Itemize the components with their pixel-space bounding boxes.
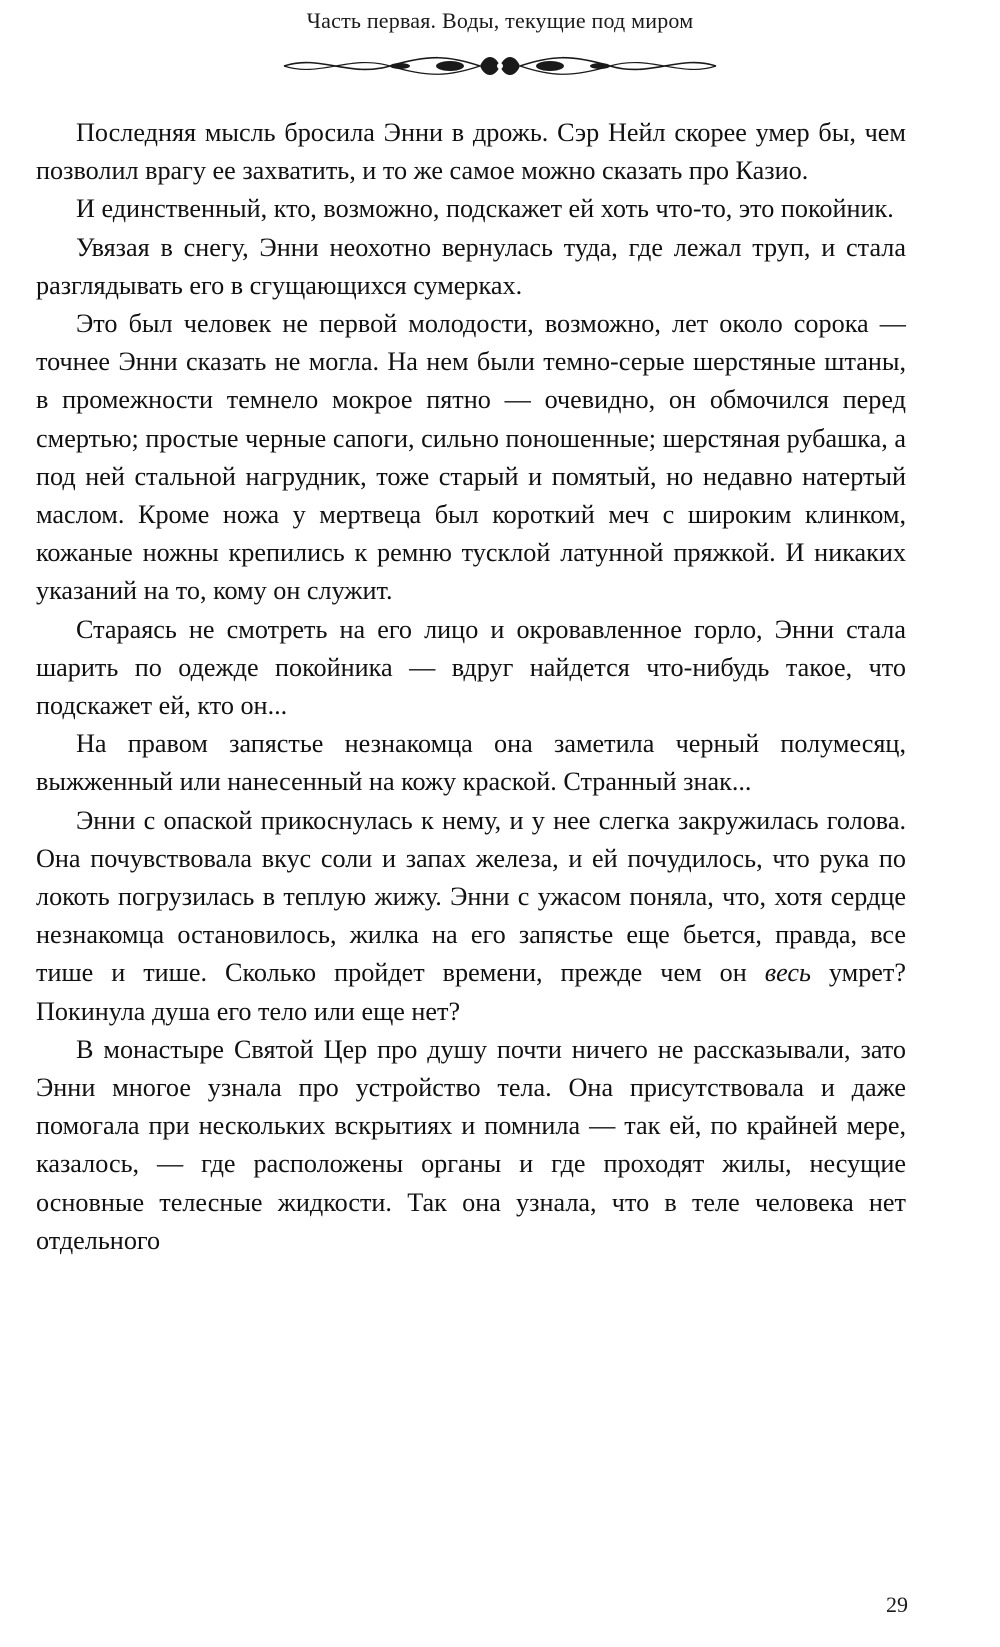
paragraph [36,802,906,1031]
page-number: 29 [886,1592,908,1617]
paragraph-text: умрет? Покинула душа его тело или еще нет? [36,958,906,1026]
body-text [36,114,906,1260]
paragraph: В монастыре Святой Цер про душу почти ничего не рассказывали, зато Энни многое узнала про устройство тела. Она присутствовала и даже помогала при нескольких вскрытиях и помнила — так ей, по крайней мере, казалось, — где расположены органы и где проходят жилы, несущие основные телесные жидкости. Так она узнала, что в теле человека нет отдельного [36,1034,906,1255]
paragraph: Стараясь не смотреть на его лицо и окровавленное горло, Энни стала шарить по одежде покойника — вдруг найдется что-нибудь такое, что подскажет ей, кто он... [36,614,906,721]
ornament-divider [280,48,720,84]
paragraph: И единственный, кто, возможно, подскажет ей хоть что-то, это покойник. [76,194,894,224]
paragraph: Последняя мысль бросила Энни в дрожь. Сэр Нейл скорее умер бы, чем позволил врагу ее захватить, и то же самое можно сказать про Казио. [36,118,906,186]
emphasized-word: весь [764,958,811,988]
paragraph: Это был человек не первой молодости, возможно, лет около сорока — точнее Энни сказать не могла. На нем были темно-серые шерстяные штаны, в промежности темнело мокрое пятно — очевидно, он обмочился перед смертью; простые черные сапоги, сильно поношенные; шерстяная рубашка, а под ней стальной нагрудник, тоже старый и помятый, но недавно натертый маслом. Кроме ножа у мертвеца был короткий меч с широким клинком, кожаные ножны крепились к ремню тусклой латунной пряжкой. И никаких указаний на то, кому он служит. [36,309,906,606]
paragraph-text: Энни с опаской прикоснулась к нему, и у нее слегка закружилась голова. Она почувствовала вкус соли и запах железа, и ей почудилось, что рука по локоть погрузилась в теплую жижу. Энни с ужасом поняла, что, хотя сердце незнакомца остановилось, жилка на его запястье еще бьется, правда, все тише и тише. Сколько пройдет времени, прежде чем он [36,805,906,988]
running-head: Часть первая. Воды, текущие под миром [306,8,694,33]
paragraph: На правом запястье незнакомца она заметила черный полумесяц, выжженный или нанесенный на кожу краской. Странный знак... [36,729,906,797]
paragraph: Увязая в снегу, Энни неохотно вернулась туда, где лежал труп, и стала разглядывать его в сгущающихся сумерках. [36,232,906,300]
